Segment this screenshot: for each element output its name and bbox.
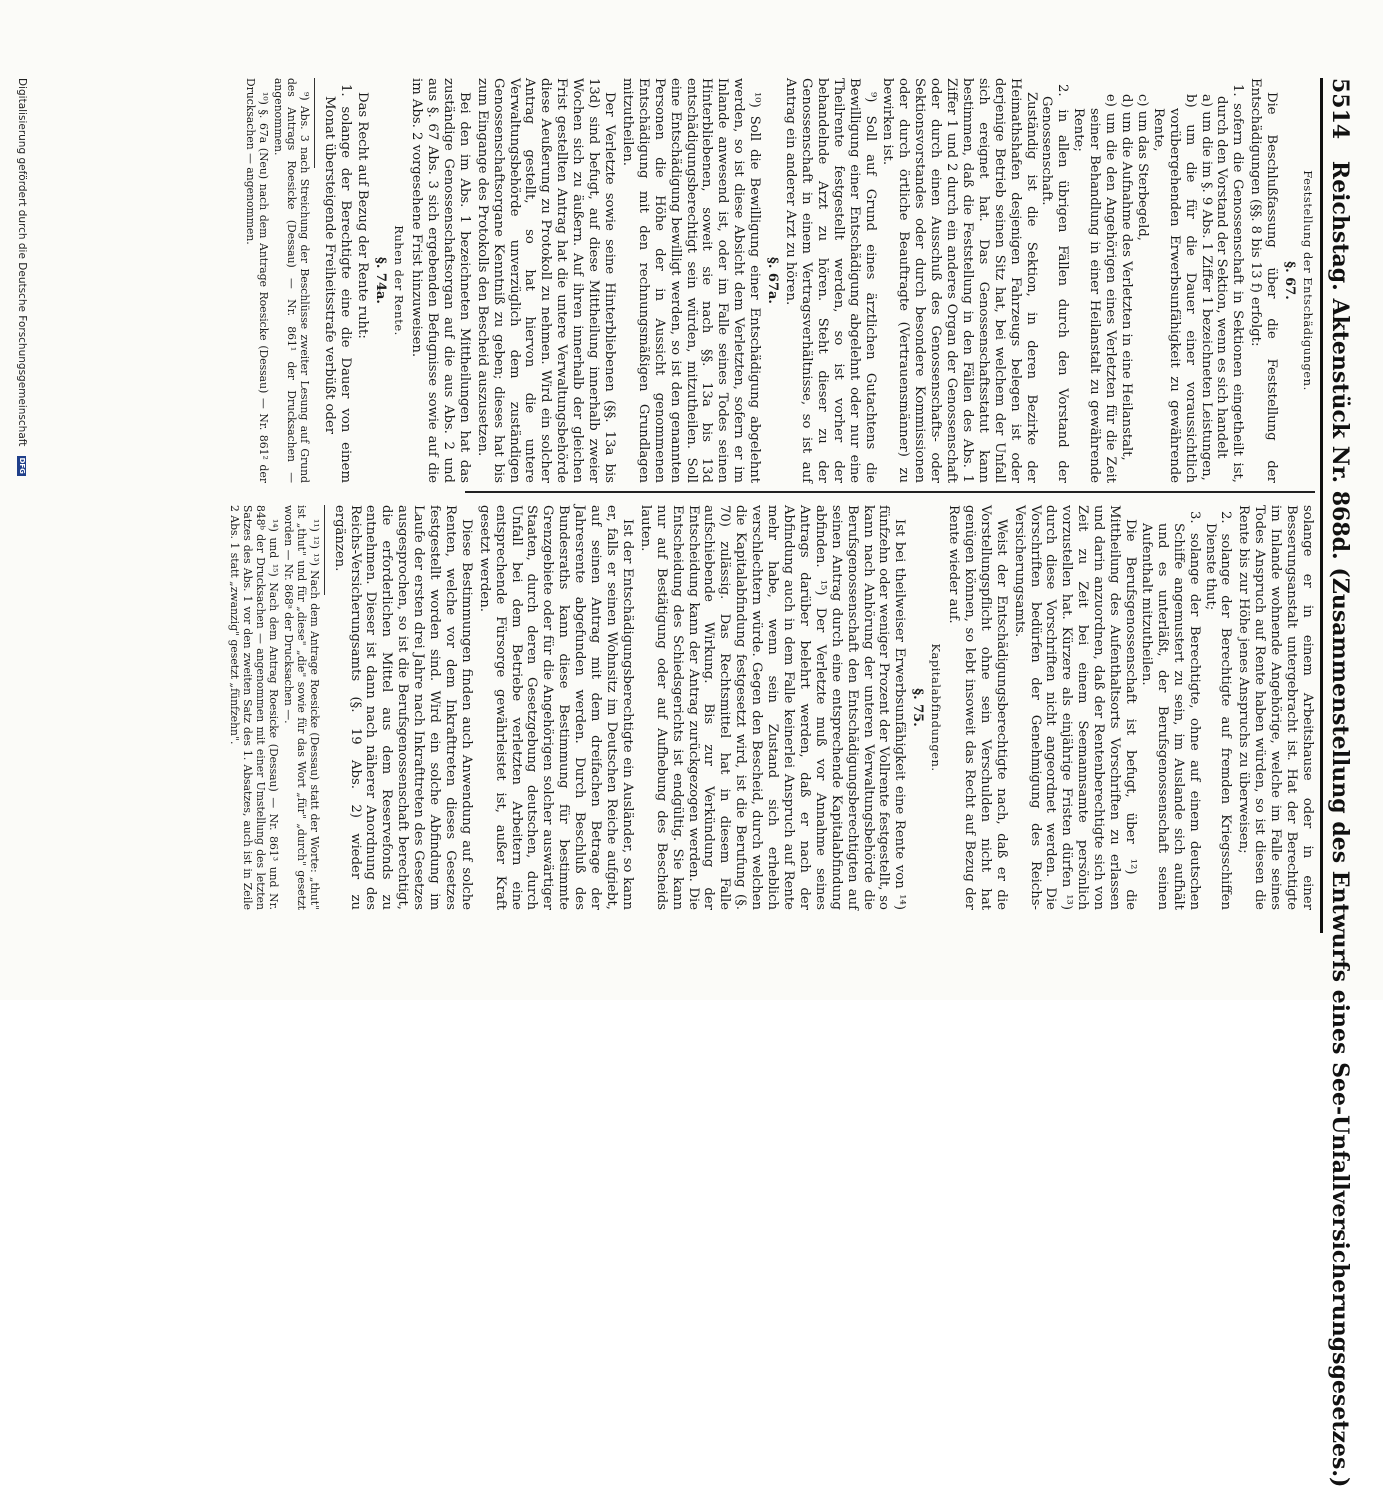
page-header	[1327, 78, 1353, 1487]
paragraph: Weist der Entschädigungsberechtigte nach, daß er die Vorstellungspflicht ohne sein Verschulden nicht hat genügen können, so lebt insoweit das Recht auf Bezug der Rente wieder auf.	[946, 505, 1009, 910]
list-item: 1. solange der Berechtigte eine die Dauer von einem Monat übersteigende Freiheitsstrafe verbüßt oder	[321, 84, 353, 483]
footnote: ¹⁴) und ¹⁵) Nach dem Antrag Roesicke (Dessau) — Nr. 861³ und Nr. 848ᵇ der Drucksachen — angenommen mit einer Umstellung des letzten Satzes des Abs. 1 vor den zweiten Satz des 1. Absatzes, auch ist in Zeile 2 Abs. 1 statt „zwanzig" gesetzt „fünfzehn".	[227, 505, 280, 910]
section-number: §. 67a.	[765, 257, 781, 304]
paragraph: ⁹) Soll auf Grund eines ärztlichen Gutachtens die Bewilligung einer Entschädigung abgelehnt oder nur eine Theilrente festgestellt werden, so ist vorher der behandelnde Arzt zu hören. Steht dieser zu der Genossenschaft in einem Vertragsverhältnisse, so ist auf Antrag ein anderer Arzt zu hören.	[783, 78, 878, 483]
paragraph: Der Verletzte sowie seine Hinterbliebenen (§§. 13a bis 13d) sind befugt, auf diese Mittheilung innerhalb zweier Wochen sich zu äußern. Auf ihren innerhalb der gleichen Frist gestellten Antrag hat die untere Verwaltungsbehörde diese Aeußerung zu Protokoll zu nehmen. Wird ein solcher Antrag gestellt, so hat hiervon die untere Verwaltungsbehörde unverzüglich dem zuständigen Genossenschaftsorgane Kenntniß zu geben; dieses hat bis zum Eingange des Protokolls den Bescheid auszusetzen.	[474, 78, 618, 483]
section-caption: Ruhen der Rente.	[392, 225, 407, 336]
list-item: 2. solange der Berechtigte auf fremden Kriegsschiffen Dienste thut;	[1202, 511, 1234, 910]
right-column	[227, 505, 1315, 910]
list-item: 2. in allen übrigen Fällen durch den Vorstand der Genossenschaft.	[1039, 84, 1071, 483]
header-rule	[1320, 78, 1323, 933]
footnote-rule	[314, 78, 315, 168]
section-caption: Kapitalabfindungen.	[929, 643, 944, 772]
sub-item: e) um die den Angehörigen eines Verletzten für die Zeit seiner Behandlung in einer Heilanstalt zu gewährende Rente;	[1071, 94, 1119, 483]
paragraph: Die Berufsgenossenschaft ist befugt, über ¹²) die Mittheilung des Aufenthaltsorts Vorschriften zu erlassen und darin anzuordnen, daß der Rentenberechtigte sich von Zeit zu Zeit bei einem Seemannsamte persönlich vorzustellen hat. Kürzere als einjährige Fristen dürfen ¹³) durch diese Vorschriften nicht angeordnet werden. Die Vorschriften bedürfen der Genehmigung des Reichs-Versicherungsamts.	[1011, 505, 1139, 910]
footnote-rule	[324, 505, 325, 595]
page-number: 5514	[1327, 78, 1353, 140]
paragraph: ¹⁰) Soll die Bewilligung einer Entschädigung abgelehnt werden, so ist diese Absicht dem Verletzten, sofern er im Inlande anwesend ist, oder im Falle seines Todes seinen Hinterbliebenen, soweit sie nach §§. 13a bis 13d entschädigungsberechtigt sein würden, mitzutheilen. Soll eine Entschädigung bewilligt werden, so ist den genannten Personen die Höhe der in Aussicht genommenen Entschädigung mit den rechnungsmäßigen Grundlagen mitzutheilen.	[619, 78, 763, 483]
section-number: §. 67.	[1282, 261, 1298, 300]
section-caption: Feststellung der Entschädigungen.	[1301, 170, 1315, 391]
paragraph: Diese Bestimmungen finden auch Anwendung auf solche Renten, welche vor dem Inkrafttreten dieses Gesetzes festgestellt worden sind. Wird ein solche Abfindung im Laufe der ersten drei Jahre nach Inkrafttreten des Gesetzes ausgesprochen, so ist die Berufsgenossenschaft berechtigt, die erforderlichen Mittel aus dem Reservefonds zu entnehmen. Dieser ist dann nach näherer Anordnung des Reichs-Versicherungsamts (§. 19 Abs. 2) wieder zu ergänzen.	[331, 505, 474, 910]
page-title: Reichstag. Aktenstück Nr. 868d. (Zusammenstellung des Entwurfs eines See-Unfallversicherungsgesetzes.)	[1327, 160, 1353, 1487]
dfg-logo-icon: DFG	[18, 457, 27, 474]
footnote: ⁹) Abs. 3 nach Streichung der Beschlüsse zweiter Lesung auf Grund des Antrags Roesicke (Dessau) — Nr. 861¹ der Drucksachen — angenommen.	[271, 78, 311, 483]
footnote: ¹¹) ¹²) ¹³) Nach dem Antrage Roesicke (Dessau) statt der Worte: „thut" ist „thut" und für „diese" „die" sowie für das Wort „für" „durch" gesetzt worden — Nr. 868ᵃ der Drucksachen —.	[281, 505, 321, 910]
paragraph: Die Beschlußfassung über die Feststellung der Entschädigungen (§§. 8 bis 13 f) erfolgt:	[1248, 78, 1280, 483]
footnote: ¹⁰) §. 67a (Neu) nach dem Antrage Roesicke (Dessau) — Nr. 861² der Drucksachen — angenommen.	[243, 78, 270, 483]
left-column	[243, 78, 1315, 483]
paragraph: Ist bei theilweiser Erwerbsunfähigkeit eine Rente von ¹⁴) fünfzehn oder weniger Prozent der Vollrente festgestellt, so kann nach Anhörung der unteren Verwaltungsbehörde die Berufsgenossenschaft den Entschädigungsberechtigten auf seinen Antrag durch eine entsprechende Kapitalabfindung abfinden. ¹⁵) Der Verletzte muß vor Annahme seines Antrags darüber belehrt werden, daß er nach der Abfindung auch in dem Falle keinerlei Anspruch auf Rente mehr habe, wenn sein Zustand sich erheblich verschlechtern würde. Gegen den Bescheid, durch welchen die Kapitalabfindung festgesetzt wird, ist die Berufung (§. 70) zulässig. Das Rechtsmittel hat in diesem Falle aufschiebende Wirkung. Bis zur Verkündung der Entscheidung kann der Antrag zurückgezogen werden. Die Entscheidung des Schiedsgerichts ist endgültig. Sie kann nur auf Bestätigung oder auf Aufhebung des Bescheids lauten.	[637, 505, 908, 910]
sub-item: d) um die Aufnahme des Verletzten in eine Heilanstalt,	[1119, 94, 1135, 461]
paragraph: Zuständig ist die Sektion, in deren Bezirke der Heimathshafen desjenigen Fahrzeugs belegen ist oder derjenige Betrieb seinen Sitz hat, bei welchem der Unfall sich ereignet hat. Das Genossenschaftsstatut kann bestimmen, daß die Feststellung in den Fällen des Abs. 1 Ziffer 1 und 2 durch ein anderes Organ der Genossenschaft oder durch einen Ausschuß des Genossenschafts- oder Sektionsvorstandes oder durch besondere Kommissionen oder durch örtliche Beauftragte (Vertrauensmänner) zu bewirken ist.	[880, 78, 1039, 483]
digitization-credit	[16, 78, 28, 933]
sub-item: c) um das Sterbegeld,	[1134, 94, 1150, 241]
list-item: 3. solange der Berechtigte, ohne auf einem deutschen Schiffe angemustert zu sein, im Auslande sich aufhält und es unterläßt, der Berufsgenossenschaft seinen Aufenthalt mitzutheilen.	[1138, 511, 1202, 910]
paragraph: Das Recht auf Bezug der Rente ruht:	[355, 92, 371, 339]
list-item: 1. sofern die Genossenschaft in Sektionen eingetheilt ist, durch den Vorstand der Sektion, wenn es sich handelt	[1214, 84, 1246, 483]
section-number: §. 75.	[910, 688, 926, 727]
sub-item: a) um die im §. 9 Abs. 1 Ziffer 1 bezeichneten Leistungen,	[1198, 94, 1214, 481]
sub-item: b) um die für die Dauer einer voraussichtlich vorübergehenden Erwerbsunfähigkeit zu gewährende Rente,	[1150, 94, 1198, 483]
paragraph: Ist der Entschädigungsberechtigte ein Ausländer, so kann er, falls er seinen Wohnsitz im Deutschen Reiche aufgiebt, auf seinen Antrag mit dem dreifachen Betrage der Jahresrente abgefunden werden. Durch Beschluß des Bundesraths kann diese Bestimmung für bestimmte Grenzgebiete oder für die Angehörigen solcher auswärtiger Staaten, durch deren Gesetzgebung deutschen, durch Unfall bei dem Betriebe verletzten Arbeitern eine entsprechende Fürsorge gewährleistet ist, außer Kraft gesetzt werden.	[476, 505, 635, 910]
section-number: §. 74a.	[373, 257, 389, 304]
credit-text: Digitalisierung gefördert durch die Deutsche Forschungsgemeinschaft	[16, 78, 28, 447]
paragraph: solange er in einem Arbeitshause oder in einer Besserungsanstalt untergebracht ist. Hat der Berechtigte im Inlande wohnende Angehörige, welche im Falle seines Todes Anspruch auf Rente haben würden, so ist diesen die Rente bis zur Höhe jenes Anspruchs zu überweisen;	[1236, 505, 1315, 910]
paragraph: Bei den im Abs. 1 bezeichneten Mittheilungen hat das zuständige Genossenschaftsorgan auf die aus Abs. 2 und aus §. 67 Abs. 3 sich ergebenden Befugnisse sowie auf die im Abs. 2 vorgesehene Frist hinzuweisen.	[409, 78, 472, 483]
column-divider	[465, 491, 1315, 493]
